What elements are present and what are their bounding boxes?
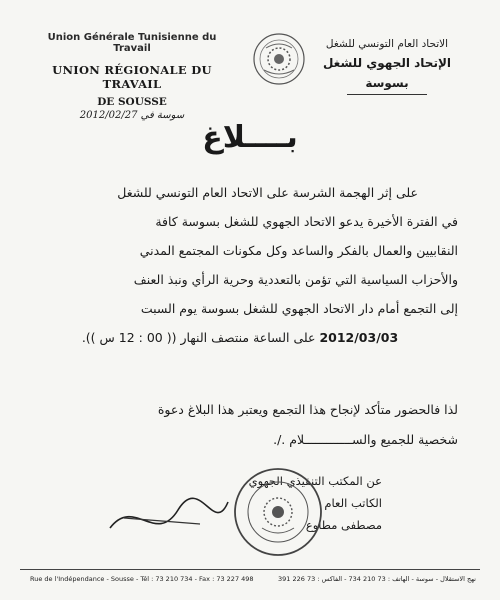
ugtt-logo-icon [252, 32, 306, 86]
header-underline [347, 94, 427, 95]
header-right [312, 38, 462, 95]
org-name-ar: الاتحاد العام التونسي للشغل [325, 38, 449, 50]
body-line: في الفترة الأخيرة يدعو الاتحاد الجهوي للشغل بسوسة كافة [155, 214, 458, 229]
footer-divider [20, 569, 480, 570]
body-line: إلى التجمع أمام دار الاتحاد الجهوي للشغل بسوسة يوم السبت [140, 301, 458, 316]
regional-union-city-ar: بسوسة [365, 76, 409, 90]
footer-address-ar: نهج الاستقلال - سوسة - الهاتف : 73 210 734 - الفاكس : 73 226 391 [277, 575, 476, 583]
signature-title: الكاتب العام [324, 496, 382, 510]
body-line: والأحزاب السياسية التي تؤمن بالتعددية وحرية الرأي ونبذ العنف [133, 272, 458, 287]
handwritten-signature-icon [104, 488, 234, 548]
official-stamp-icon [232, 466, 324, 558]
closing-paragraph [22, 395, 458, 455]
footer-address-fr: Rue de l'Indépendance - Sousse - Tél : 73 210 734 - Fax : 73 227 498 [30, 575, 254, 583]
body-line: على إثر الهجمة الشرسة على الاتحاد العام التونسي للشغل [117, 185, 418, 200]
org-name-fr: Union Générale Tunisienne du Travail [47, 32, 217, 54]
regional-union-ar: الإتحاد الجهوي للشغل [322, 56, 452, 70]
body-line: النقابيين والعمال بالفكر والساعد وكل مكونات المجتمع المدني [139, 243, 458, 258]
signature-name: مصطفى مطاوع [305, 518, 382, 532]
regional-union-fr: UNION RÉGIONALE DU TRAVAIL [52, 63, 212, 91]
event-date: 2012/03/03 [319, 330, 399, 345]
issue-date: سوسة في 2012/02/27 [79, 110, 185, 121]
signature-office: عن المكتب التنفيذي الجهوي [248, 474, 382, 488]
closing-line: لذا فالحضور متأكد لإنجاح هذا التجمع ويعتبر هذا البلاغ دعوة [157, 402, 458, 417]
event-time-line [22, 323, 458, 352]
announcement-body [22, 178, 458, 352]
document-title: بــــلاغ [202, 120, 298, 155]
event-time: على الساعة منتصف النهار (( 00 : 12 س )). [81, 330, 316, 345]
regional-union-city-fr: DE SOUSSE [97, 96, 167, 108]
closing-line: شخصية للجميع والســـــــــــــلام ./. [273, 432, 458, 447]
header-left [32, 32, 232, 121]
